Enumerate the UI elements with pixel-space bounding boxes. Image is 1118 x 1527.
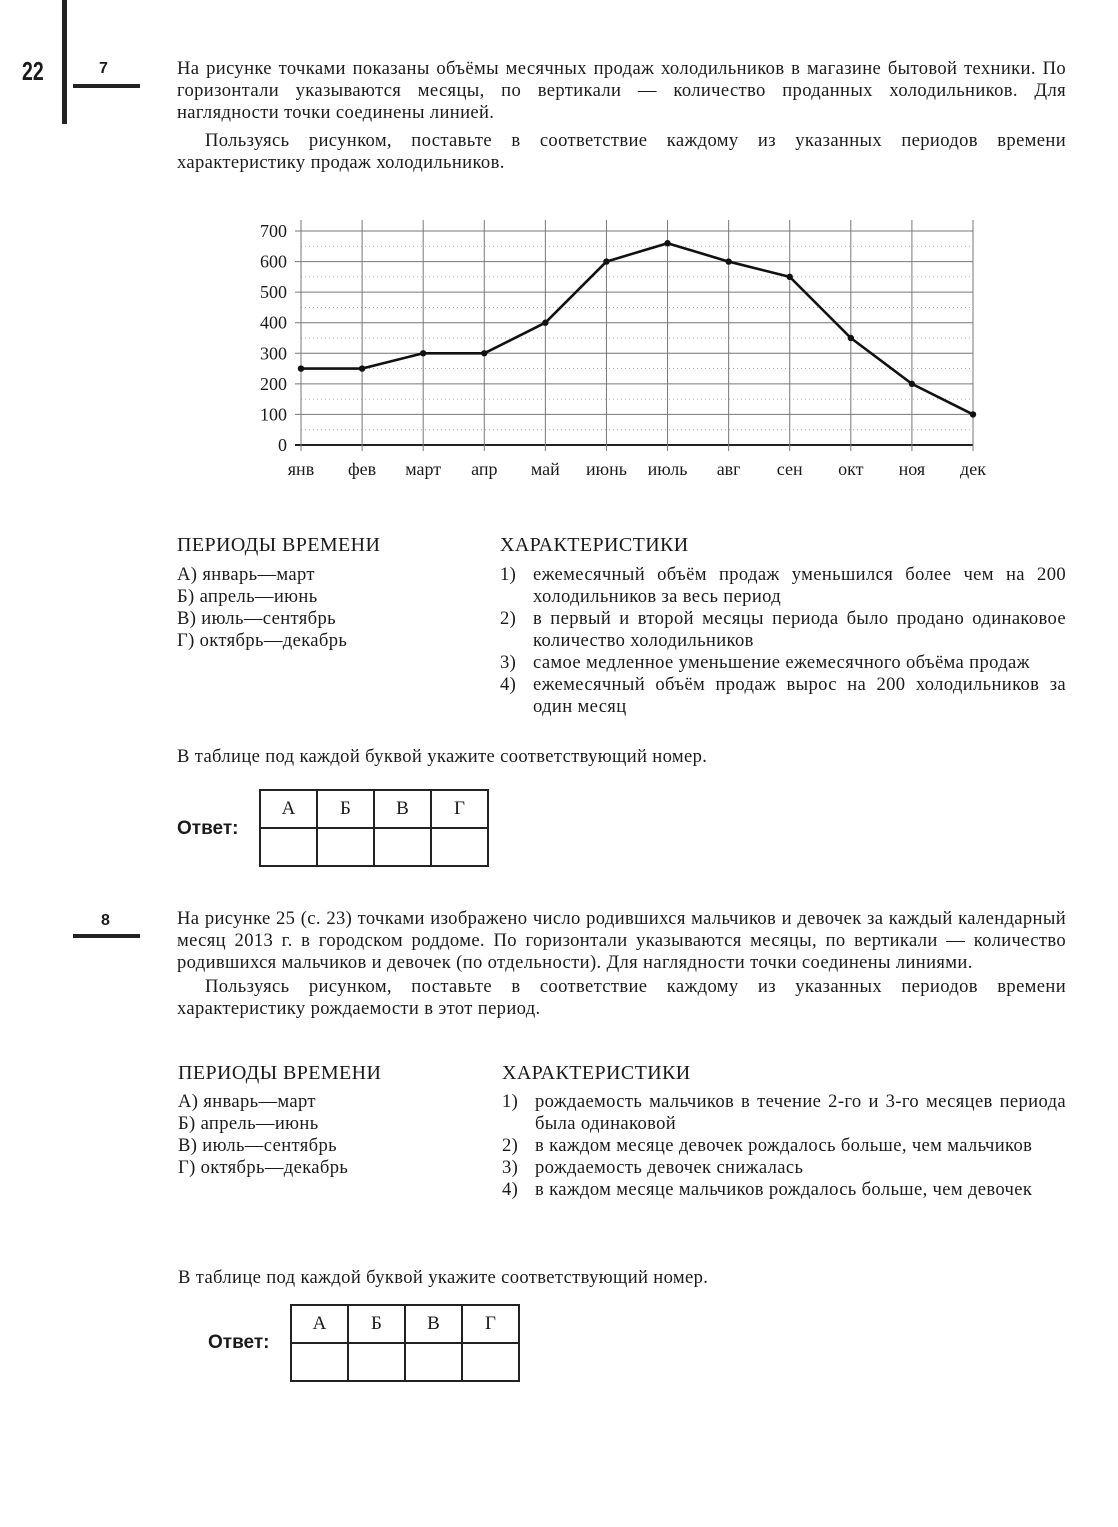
period-item: А) январь—март [178, 1091, 316, 1112]
answer-cell[interactable] [291, 1343, 348, 1381]
task-7-text [177, 58, 1066, 174]
item-number: 1) [502, 1091, 519, 1112]
x-tick-label: апр [471, 459, 498, 479]
characteristic-item [500, 564, 1066, 608]
answer-cell[interactable] [374, 828, 431, 866]
margin-bar [62, 0, 67, 124]
sales-line [301, 243, 973, 414]
x-tick-label: июль [647, 459, 688, 479]
period-item: Г) октябрь—декабрь [177, 630, 348, 651]
answer-cell[interactable] [348, 1343, 405, 1381]
period-item: В) июль—сентябрь [178, 1135, 337, 1156]
answer-cell[interactable] [317, 828, 374, 866]
item-text: ежемесячный объём продаж вырос на 200 холодильников за один месяц [533, 674, 1066, 717]
answer-cell[interactable] [260, 828, 317, 866]
y-tick-label: 700 [260, 221, 287, 241]
answer-letter: В [405, 1305, 462, 1343]
answer-cell[interactable] [462, 1343, 519, 1381]
item-text: в первый и второй месяцы периода было продано одинаковое количество холодильников [533, 608, 1066, 651]
task-8-paragraph-1: На рисунке 25 (с. 23) точками изображено число родившихся мальчиков и девочек за каждый календарный месяц 2013 г. в городском роддоме. По горизонтали указываются месяцы, по вертикали — количество родившихся мальчиков и девочек (по отдельности). Для наглядности точки соединены линиями. [177, 908, 1066, 973]
answer-letter: Б [348, 1305, 405, 1343]
item-number: 2) [502, 1135, 519, 1156]
task-8-text [177, 908, 1066, 1020]
task-8-chars-heading: ХАРАКТЕРИСТИКИ [502, 1062, 691, 1084]
item-number: 1) [500, 564, 517, 585]
task-7-number: 7 [99, 60, 108, 77]
task-7-paragraph-2: Пользуясь рисунком, поставьте в соответствие каждому из указанных периодов времени характеристику продаж холодильников. [177, 130, 1066, 173]
task-8-answer-label: Ответ: [208, 1332, 270, 1353]
x-tick-label: окт [838, 459, 864, 479]
period-item: Г) октябрь—декабрь [178, 1157, 349, 1178]
characteristic-item [500, 652, 1066, 674]
item-text: рождаемость мальчиков в течение 2-го и 3-го месяцев периода была одинаковой [535, 1091, 1066, 1134]
data-point [542, 320, 548, 326]
data-point [664, 240, 670, 246]
answer-cell[interactable] [431, 828, 488, 866]
period-item: А) январь—март [177, 564, 315, 585]
period-item: Б) апрель—июнь [177, 586, 318, 607]
data-point [359, 365, 365, 371]
characteristic-item [502, 1157, 1066, 1179]
answer-letter: А [291, 1305, 348, 1343]
data-point [298, 365, 304, 371]
data-point [481, 350, 487, 356]
data-point [787, 274, 793, 280]
y-tick-label: 300 [260, 343, 287, 364]
item-number: 4) [500, 674, 517, 695]
y-tick-label: 200 [260, 373, 287, 394]
task-8-chars-list [502, 1091, 1066, 1201]
data-point [725, 258, 731, 264]
x-tick-label: авг [716, 459, 741, 479]
x-tick-label: сен [776, 459, 803, 479]
task-8-periods-list [178, 1091, 348, 1179]
task-8-underline [73, 934, 140, 938]
characteristic-item [502, 1179, 1066, 1201]
period-item: В) июль—сентябрь [177, 608, 336, 629]
characteristic-item [500, 608, 1066, 652]
item-number: 3) [502, 1157, 519, 1178]
answer-letter: Г [462, 1305, 519, 1343]
y-tick-label: 600 [260, 251, 287, 272]
item-text: ежемесячный объём продаж уменьшился более чем на 200 холодильников за весь период [533, 564, 1066, 607]
task-8-paragraph-2: Пользуясь рисунком, поставьте в соответствие каждому из указанных периодов времени характеристику рождаемости в этот период. [177, 976, 1066, 1019]
period-item: Б) апрель—июнь [178, 1113, 319, 1134]
task-7-instruction: В таблице под каждой буквой укажите соответствующий номер. [177, 746, 708, 767]
characteristic-item [500, 674, 1066, 718]
task-7-answer-label: Ответ: [177, 818, 239, 839]
item-number: 2) [500, 608, 517, 629]
answer-letter: А [260, 790, 317, 828]
task-7-chars-heading: ХАРАКТЕРИСТИКИ [500, 534, 689, 556]
task-7-periods-list [177, 564, 347, 652]
task-7-answer-table [259, 789, 489, 867]
x-tick-label: май [530, 459, 560, 479]
y-tick-label: 400 [260, 312, 287, 333]
task-8-answer-table [290, 1304, 520, 1382]
answer-letter: Г [431, 790, 488, 828]
y-tick-label: 500 [260, 282, 287, 303]
characteristic-item [502, 1091, 1066, 1135]
characteristic-item [502, 1135, 1066, 1157]
x-tick-label: март [405, 459, 442, 479]
x-tick-label: ноя [898, 459, 926, 479]
answer-cell[interactable] [405, 1343, 462, 1381]
y-tick-label: 100 [260, 404, 287, 425]
item-text: в каждом месяце девочек рождалось больше, чем мальчиков [535, 1135, 1033, 1156]
item-number: 4) [502, 1179, 519, 1200]
task-8-periods-heading: ПЕРИОДЫ ВРЕМЕНИ [178, 1062, 382, 1084]
x-tick-label: янв [287, 459, 315, 479]
task-7-underline [73, 84, 140, 88]
data-point [848, 335, 854, 341]
task-7-periods-heading: ПЕРИОДЫ ВРЕМЕНИ [177, 534, 381, 556]
data-point [909, 381, 915, 387]
data-point [603, 258, 609, 264]
item-text: самое медленное уменьшение ежемесячного объёма продаж [533, 652, 1030, 673]
item-number: 3) [500, 652, 517, 673]
x-tick-label: фев [348, 459, 377, 479]
data-point [970, 411, 976, 417]
page-number: 22 [22, 56, 44, 86]
sales-chart [230, 210, 1010, 490]
x-tick-label: дек [960, 459, 986, 479]
y-tick-label: 0 [278, 435, 287, 455]
data-point [420, 350, 426, 356]
task-7-chars-list [500, 564, 1066, 718]
answer-letter: В [374, 790, 431, 828]
item-text: рождаемость девочек снижалась [535, 1157, 804, 1178]
item-text: в каждом месяце мальчиков рождалось больше, чем девочек [535, 1179, 1033, 1200]
x-tick-label: июнь [585, 459, 627, 479]
answer-letter: Б [317, 790, 374, 828]
task-8-number: 8 [101, 912, 110, 929]
task-7-paragraph-1: На рисунке точками показаны объёмы месячных продаж холодильников в магазине бытовой техники. По горизонтали указываются месяцы, по вертикали — количество проданных холодильников. Для наглядности точки соединены линией. [177, 58, 1066, 123]
task-8-instruction: В таблице под каждой буквой укажите соответствующий номер. [178, 1267, 709, 1288]
